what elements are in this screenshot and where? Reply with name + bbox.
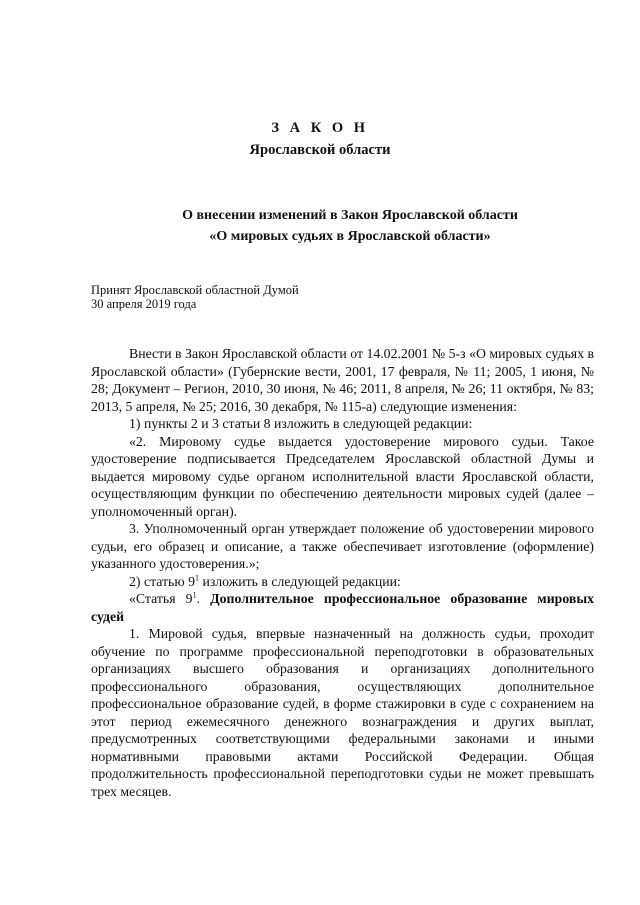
- adopted-by: Принят Ярославской областной Думой: [91, 283, 299, 297]
- item-2-superscript: 1: [195, 572, 200, 582]
- law-heading-line1: О внесении изменений в Закон Ярославской области: [182, 208, 518, 223]
- article-prefix: «Статья 9: [129, 591, 193, 606]
- item-2: [91, 573, 594, 591]
- law-body: [91, 345, 594, 800]
- law-region: Ярославской области: [249, 142, 391, 158]
- intro-paragraph: Внести в Закон Ярославской области от 14.02.2001 № 5-з «О мировых судьях в Ярославской области» (Губернские вести, 2001, 17 февраля, № 11; 2005, 1 июня, № 28; Документ – Регион, 2010, 30 июня, № 46; 2011, 8 апреля, № 26; 11 октября, № 83; 2013, 5 апреля, № 25; 2016, 30 декабря, № 115-а) следующие изменения:: [91, 346, 594, 414]
- item-2-prefix: 2) статью 9: [129, 573, 196, 589]
- article-9-1-point-1: 1. Мировой судья, впервые назначенный на должность судьи, проходит обучение по программе профессиональной переподготовки в образовательных организациях высшего образования и организациях дополнительного профессионального образования, осуществляющих дополнительное профессиональное образование судей, в форме стажировки в суде с сохранением на этот период ежемесячного денежного вознаграждения и других выплат, предусмотренных соответствующими федеральными законами и иными нормативными правовыми актами Российской Федерации. Общая продолжительность профессиональной переподготовки судьи не может превышать трех месяцев.: [91, 626, 594, 799]
- item-2-suffix: изложить в следующей редакции:: [199, 573, 401, 589]
- law-title: З А К О Н: [271, 120, 369, 136]
- article-dot: .: [196, 591, 211, 606]
- item-1: 1) пункты 2 и 3 статьи 8 изложить в следующей редакции:: [129, 416, 473, 431]
- article-heading: [91, 590, 594, 625]
- article-8-point-3: 3. Уполномоченный орган утверждает положение об удостоверении мирового судьи, его образец и описание, а также обеспечивает изготовление (оформление) указанного удостоверения.»;: [91, 521, 594, 571]
- article-title: Дополнительное профессиональное образование мировых судей: [91, 591, 595, 624]
- article-8-point-2: «2. Мировому судье выдается удостоверение мирового судьи. Такое удостоверение подписывается Председателем Ярославской областной Думы и выдается мировому судье органом исполнительной власти Ярославской области, осуществляющим функции по обеспечению деятельности мировых судей (далее – уполномоченный орган).: [91, 433, 594, 519]
- article-superscript: 1: [192, 590, 197, 600]
- law-heading-line2: «О мировых судьях в Ярославской области»: [209, 229, 491, 244]
- adopted-date: 30 апреля 2019 года: [91, 297, 197, 311]
